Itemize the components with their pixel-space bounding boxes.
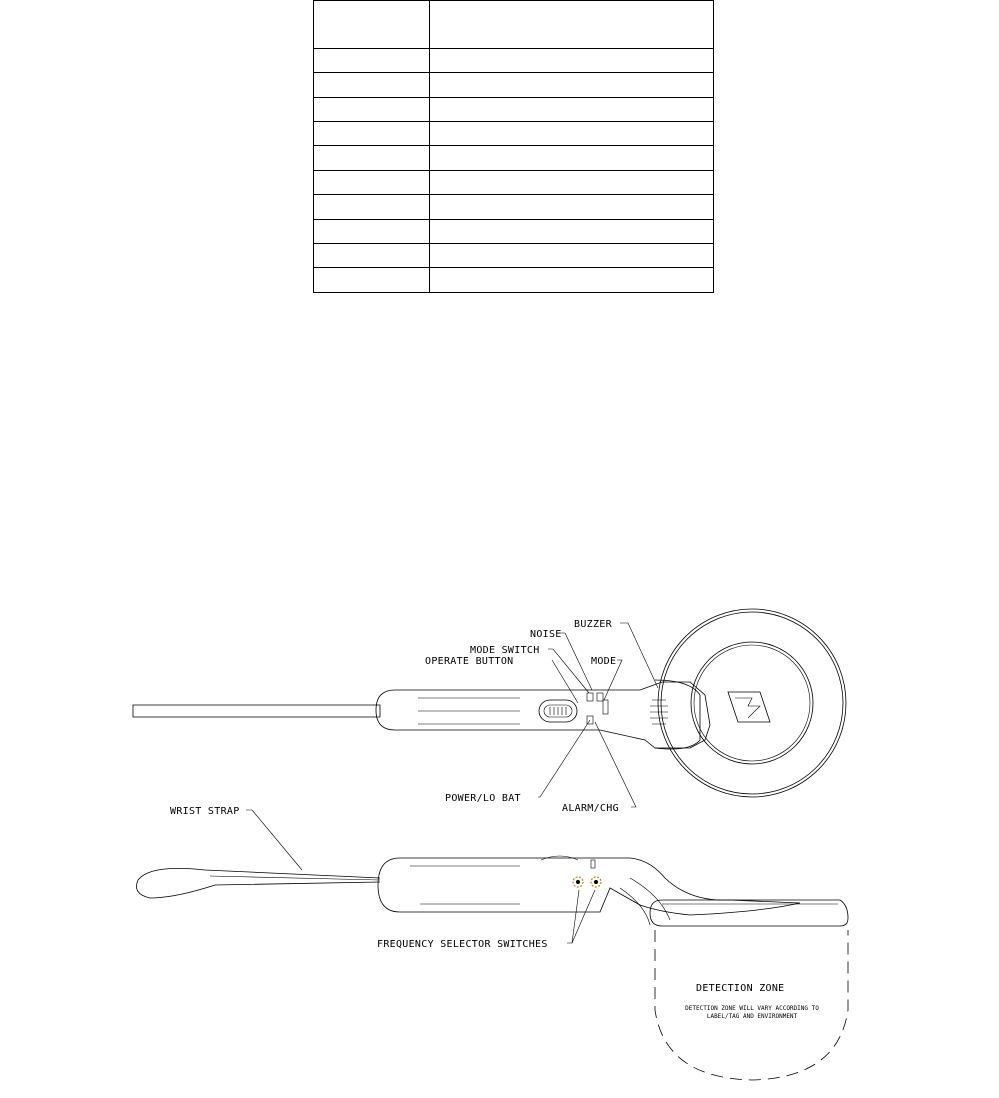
- detection-note-line2: LABEL/TAG AND ENVIRONMENT: [706, 1013, 798, 1020]
- label-noise: NOISE: [530, 629, 562, 640]
- label-mode-switch: MODE SWITCH: [470, 645, 540, 656]
- label-detection-zone: DETECTION ZONE: [696, 983, 785, 994]
- label-frequency-selector-switches: FREQUENCY SELECTOR SWITCHES: [377, 939, 548, 950]
- label-alarm-chg: ALARM/CHG: [562, 803, 619, 814]
- freq-switch-2: [591, 877, 601, 887]
- freq-switch-1: [573, 877, 583, 887]
- label-mode: MODE: [591, 656, 617, 667]
- top-view: [133, 609, 846, 807]
- label-power-lo-bat: POWER/LO BAT: [445, 793, 521, 804]
- detection-note-line1: DETECTION ZONE WILL VARY ACCORDING TO: [685, 1005, 819, 1012]
- label-buzzer: BUZZER: [574, 619, 612, 630]
- label-operate-button: OPERATE BUTTON: [425, 656, 514, 667]
- label-wrist-strap: WRIST STRAP: [170, 806, 240, 817]
